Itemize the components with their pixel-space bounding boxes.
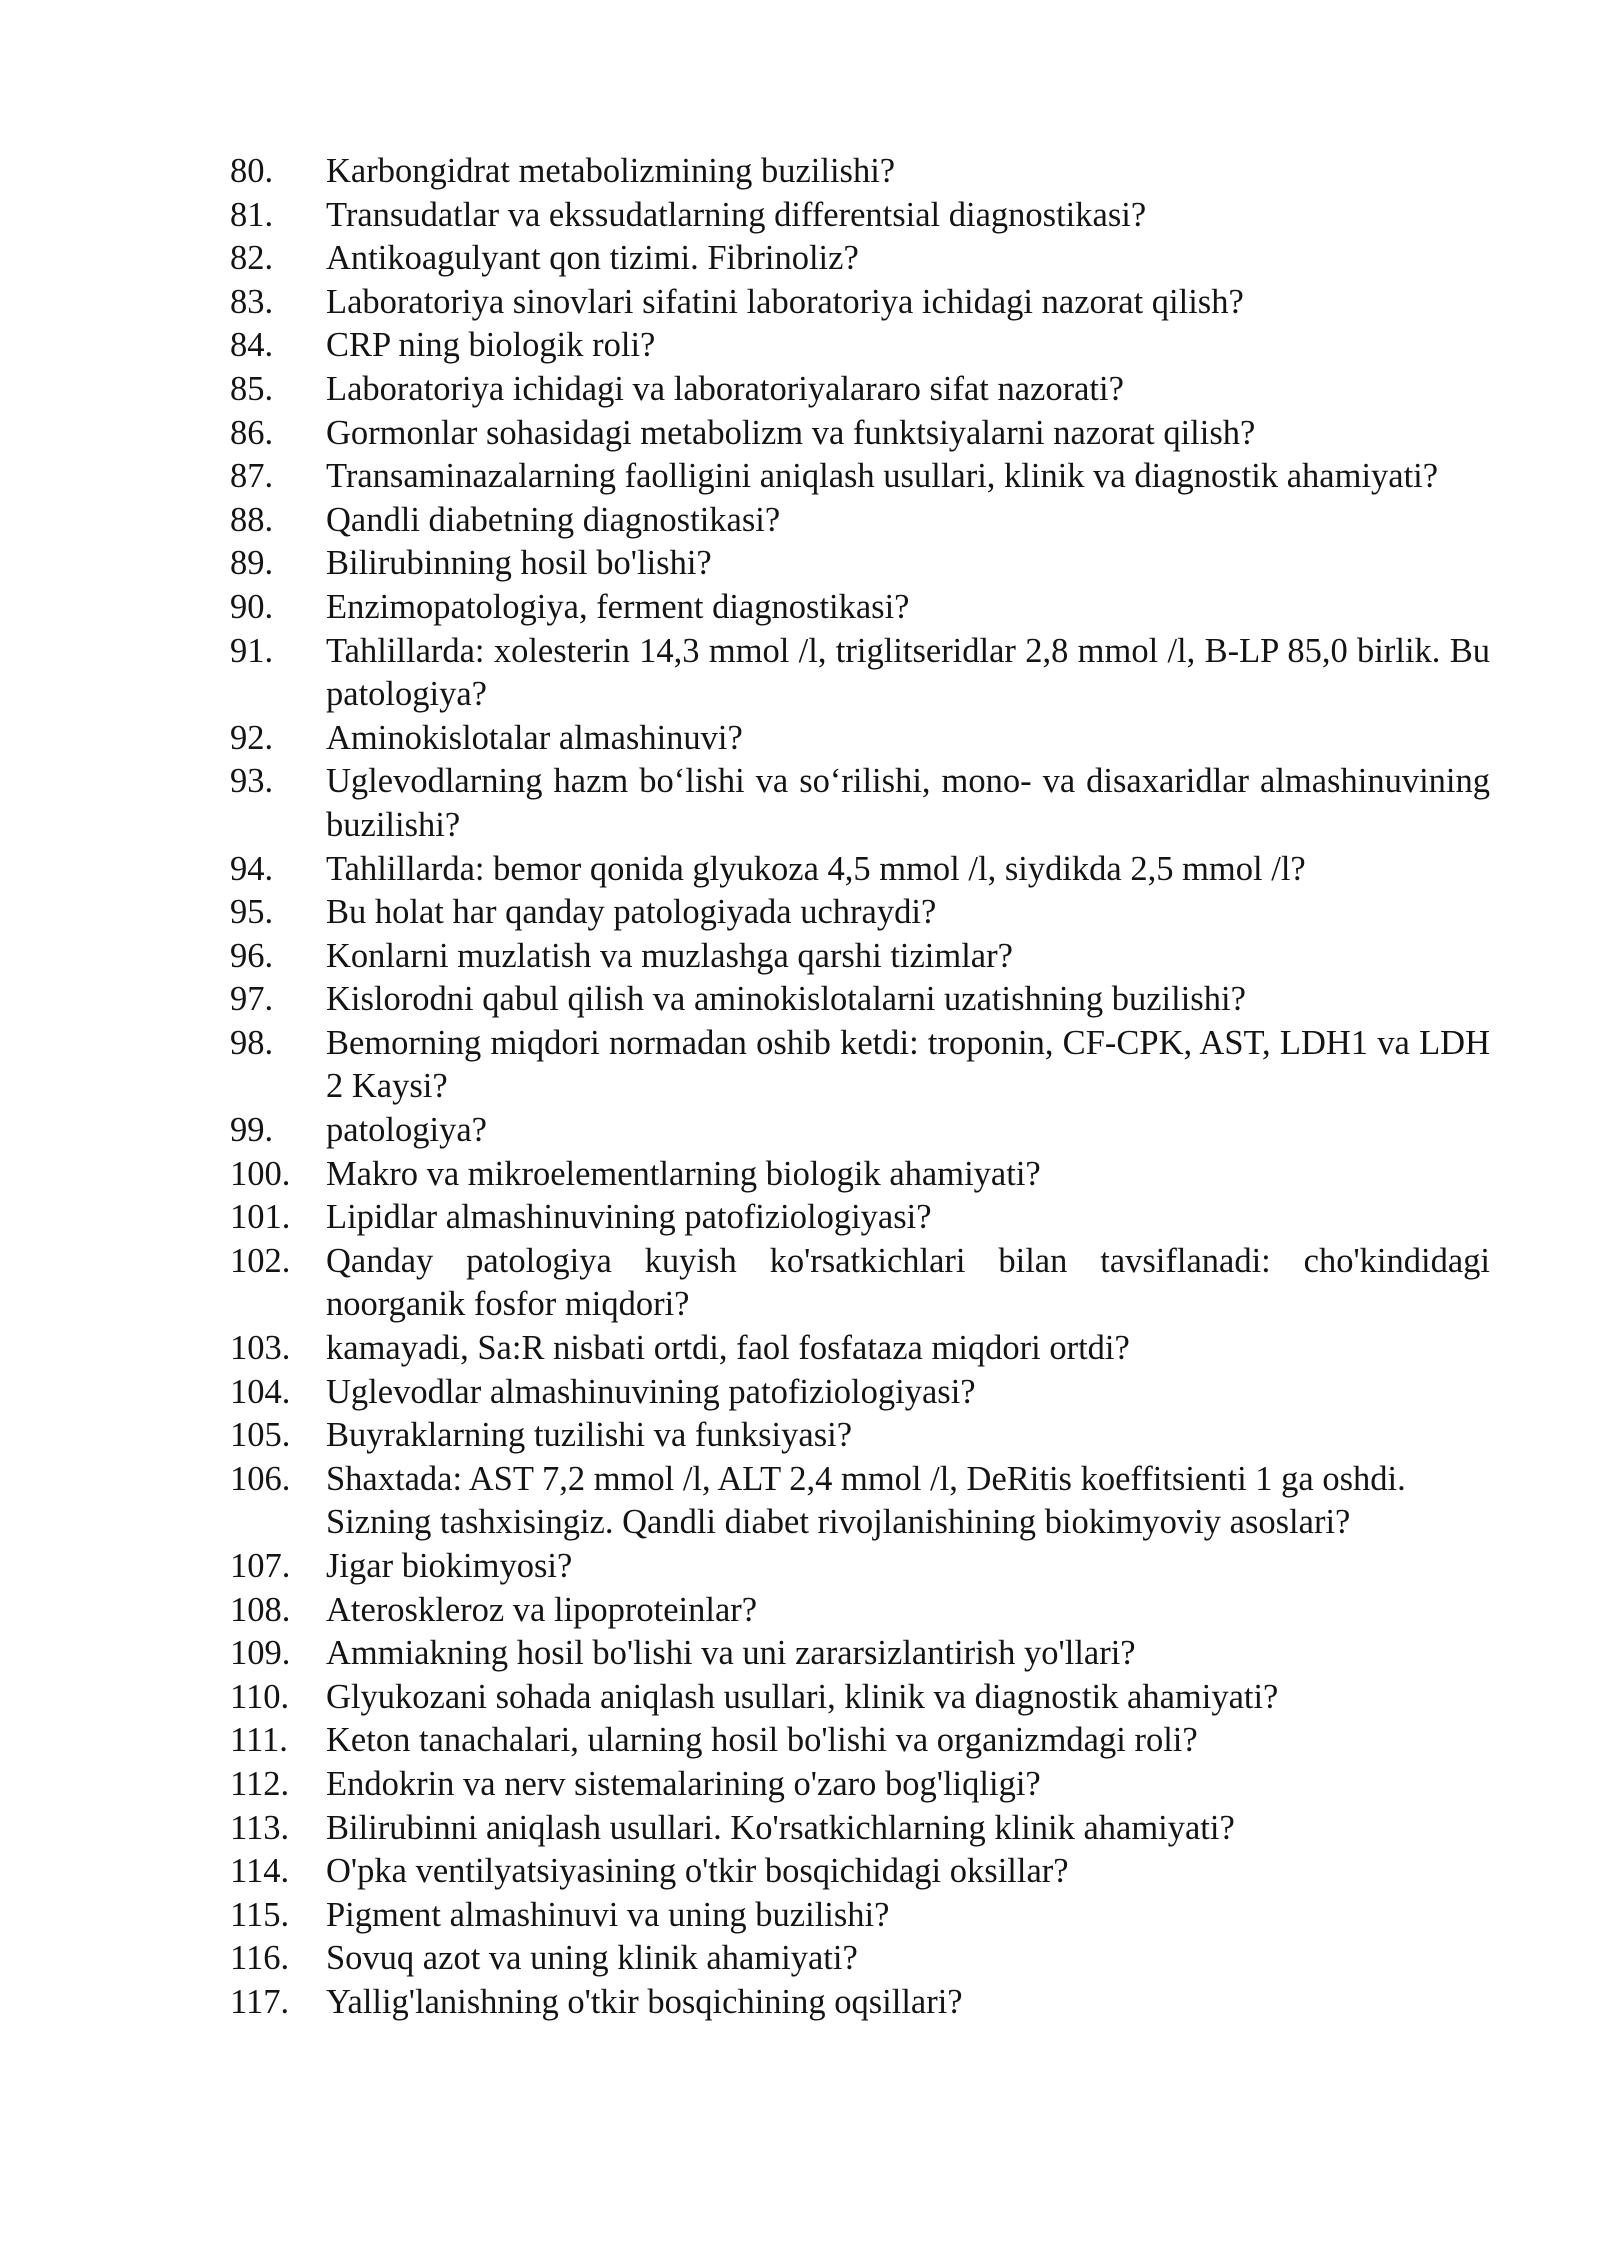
question-text: Karbongidrat metabolizmining buzilishi? (326, 152, 896, 190)
question-number: 101. (230, 1198, 291, 1237)
question-number: 107. (230, 1547, 291, 1585)
question-text: Keton tanachalari, ularning hosil bo'lishi va organizmdagi roli? (326, 1721, 1198, 1760)
question-number: 94. (230, 849, 274, 888)
question-item (230, 630, 1490, 717)
question-number: 91. (230, 631, 274, 670)
question-number: 85. (230, 369, 274, 408)
question-number: 111. (230, 1721, 288, 1760)
question-number: 114. (230, 1852, 290, 1891)
question-item (230, 1981, 1490, 2025)
question-number: 93. (230, 762, 274, 801)
question-text: Bu holat har qanday patologiyada uchraydi? (326, 893, 937, 932)
question-number: 115. (230, 1895, 290, 1934)
question-item (230, 1458, 1490, 1545)
question-text: Pigment almashinuvi va uning buzilishi? (326, 1895, 890, 1934)
question-text: kamayadi, Sa:R nisbati ortdi, faol fosfataza miqdori ortdi? (326, 1329, 1130, 1368)
question-number: 83. (230, 282, 274, 321)
question-number: 90. (230, 587, 274, 626)
question-text: Transaminazalarning faolligini aniqlash usullari, klinik va diagnostik ahamiyati? (326, 457, 1439, 496)
question-number: 88. (230, 500, 274, 539)
question-item (230, 1763, 1490, 1807)
question-item (230, 499, 1490, 543)
question-item (230, 150, 1490, 194)
question-text: Yallig'lanishning o'tkir bosqichining oqsillari? (326, 1982, 963, 2021)
question-text: Buyraklarning tuzilishi va funksiyasi? (326, 1416, 853, 1455)
question-item (230, 935, 1490, 979)
question-number: 112. (230, 1764, 290, 1803)
question-number: 96. (230, 936, 274, 975)
question-text: Glyukozani sohada aniqlash usullari, klinik va diagnostik ahamiyati? (326, 1677, 1279, 1716)
question-text: Sovuq azot va uning klinik ahamiyati? (326, 1939, 858, 1978)
question-number: 113. (230, 1808, 290, 1847)
question-number: 92. (230, 718, 274, 757)
question-item (230, 324, 1490, 368)
question-text: Ammiakning hosil bo'lishi va uni zararsizlantirish yo'llari? (326, 1634, 1136, 1673)
question-number: 110. (230, 1677, 290, 1716)
question-number: 105. (230, 1416, 291, 1455)
question-text: Uglevodlar almashinuvining patofiziologiyasi? (326, 1372, 976, 1411)
question-number: 109. (230, 1634, 291, 1673)
question-item (230, 455, 1490, 499)
question-item (230, 194, 1490, 238)
question-text: Kislorodni qabul qilish va aminokislotalarni uzatishning buzilishi? (326, 980, 1246, 1019)
question-item (230, 848, 1490, 892)
question-item (230, 1719, 1490, 1763)
question-item (230, 1022, 1490, 1109)
question-text: Qandli diabetning diagnostikasi? (326, 500, 781, 539)
question-text: Jigar biokimyosi? (326, 1547, 573, 1585)
question-number: 108. (230, 1590, 291, 1629)
question-item (230, 1109, 1490, 1153)
question-text: Gormonlar sohasidagi metabolizm va funktsiyalarni nazorat qilish? (326, 413, 1256, 452)
question-number: 100. (230, 1154, 291, 1193)
question-item (230, 1414, 1490, 1458)
question-text: Qanday patologiya kuyish ko'rsatkichlari bilan tavsiflanadi: cho'kindidagi noorganik fosfor miqdori? (326, 1241, 1490, 1324)
question-number: 102. (230, 1241, 291, 1280)
question-text: Bilirubinning hosil bo'lishi? (326, 544, 712, 583)
question-text: Antikoagulyant qon tizimi. Fibrinoliz? (326, 239, 859, 278)
question-text: patologiya? (326, 1111, 487, 1150)
question-text: Shaxtada: AST 7,2 mmol /l, ALT 2,4 mmol /l, DeRitis koeffitsienti 1 ga oshdi. Sizning tashxisingiz. Qandli diabet rivojlanishining biokimyoviy asoslari? (326, 1459, 1406, 1542)
question-number: 89. (230, 544, 274, 583)
question-item (230, 542, 1490, 586)
question-item (230, 717, 1490, 761)
question-item (230, 412, 1490, 456)
question-item (230, 1589, 1490, 1633)
question-item (230, 1850, 1490, 1894)
question-number: 81. (230, 195, 274, 234)
question-item (230, 281, 1490, 325)
question-item (230, 1676, 1490, 1720)
question-text: Uglevodlarning hazm bo‘lishi va so‘rilishi, mono- va disaxaridlar almashinuvining buzilishi? (326, 762, 1490, 844)
question-number: 99. (230, 1111, 274, 1150)
question-text: Endokrin va nerv sistemalarining o'zaro bog'liqligi? (326, 1764, 1041, 1803)
question-number: 95. (230, 893, 274, 932)
question-number: 82. (230, 239, 274, 278)
question-item (230, 1153, 1490, 1197)
question-number: 86. (230, 413, 274, 452)
question-item (230, 586, 1490, 630)
question-item (230, 237, 1490, 281)
question-number: 116. (230, 1939, 290, 1978)
question-number: 103. (230, 1329, 291, 1368)
question-number: 87. (230, 457, 274, 496)
question-text: Konlarni muzlatish va muzlashga qarshi tizimlar? (326, 936, 1013, 975)
question-text: Ateroskleroz va lipoproteinlar? (326, 1590, 758, 1629)
question-text: Laboratoriya ichidagi va laboratoriyalararo sifat nazorati? (326, 369, 1124, 408)
question-text: Aminokislotalar almashinuvi? (326, 718, 743, 757)
question-number: 98. (230, 1023, 274, 1062)
question-item (230, 1937, 1490, 1981)
question-item (230, 1545, 1490, 1589)
question-text: O'pka ventilyatsiyasining o'tkir bosqichidagi oksillar? (326, 1852, 1069, 1891)
question-text: Laboratoriya sinovlari sifatini laboratoriya ichidagi nazorat qilish? (326, 282, 1244, 321)
question-text: Transudatlar va ekssudatlarning differentsial diagnostikasi? (326, 195, 1147, 234)
question-number: 80. (230, 152, 274, 190)
question-item (230, 1240, 1490, 1327)
question-item (230, 1632, 1490, 1676)
question-text: Enzimopatologiya, ferment diagnostikasi? (326, 587, 910, 626)
question-number: 104. (230, 1372, 291, 1411)
question-item (230, 1196, 1490, 1240)
question-number: 117. (230, 1982, 290, 2021)
question-item (230, 1807, 1490, 1851)
question-list (230, 150, 1490, 2025)
question-text: CRP ning biologik roli? (326, 326, 656, 365)
question-text: Makro va mikroelementlarning biologik ahamiyati? (326, 1154, 1041, 1193)
question-item (230, 891, 1490, 935)
question-item (230, 1894, 1490, 1938)
question-text: Lipidlar almashinuvining patofiziologiyasi? (326, 1198, 932, 1237)
question-item (230, 760, 1490, 847)
question-item (230, 978, 1490, 1022)
question-text: Bilirubinni aniqlash usullari. Ko'rsatkichlarning klinik ahamiyati? (326, 1808, 1235, 1847)
question-item (230, 368, 1490, 412)
question-number: 97. (230, 980, 274, 1019)
question-item (230, 1371, 1490, 1415)
question-text: Bemorning miqdori normadan oshib ketdi: troponin, CF-CPK, AST, LDH1 va LDH 2 Kaysi? (326, 1023, 1490, 1106)
question-item (230, 1327, 1490, 1371)
question-number: 106. (230, 1459, 291, 1498)
question-text: Tahlillarda: xolesterin 14,3 mmol /l, triglitseridlar 2,8 mmol /l, B-LP 85,0 birlik. Bu patologiya? (326, 631, 1490, 714)
question-number: 84. (230, 326, 274, 365)
question-text: Tahlillarda: bemor qonida glyukoza 4,5 mmol /l, siydikda 2,5 mmol /l? (326, 849, 1306, 888)
